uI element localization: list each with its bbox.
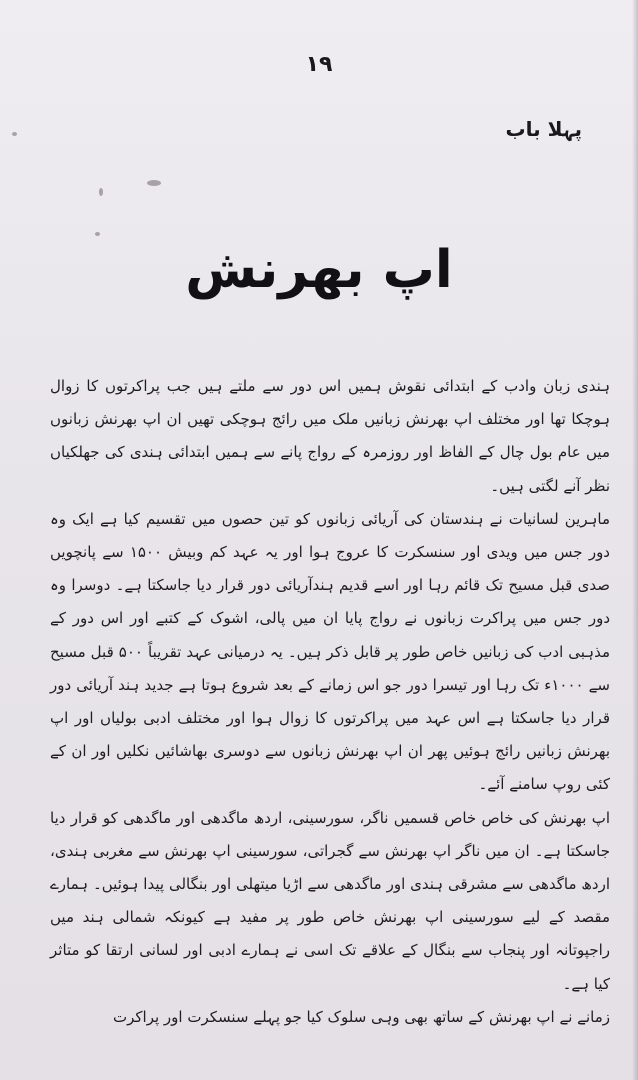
page-number: ۱۹ <box>305 52 333 77</box>
paper-speck <box>12 132 17 136</box>
chapter-title: اپ بھرنش <box>185 240 453 300</box>
paragraph: ہندی زبان وادب کے ابتدائی نقوش ہمیں اس دور سے ملتے ہیں جب پراکرتوں کا زوال ہوچکا تھا اور مختلف اپ بھرنش زبانیں ملک میں رائج ہوچکی تھیں ان اپ بھرنش زبانوں میں عام بول چال کے الفاظ اور روزمرہ کے رواج پانے سے ہمیں ابتدائی ہندی کی جھلکیاں نظر آنے لگتی ہیں۔ <box>50 377 610 495</box>
body-text <box>50 370 610 1034</box>
paper-speck <box>147 180 161 186</box>
paragraph: اپ بھرنش کی خاص خاص قسمیں ناگر، سورسینی، اردھ ماگدھی اور ماگدھی کو قرار دیا جاسکتا ہے۔ ان میں ناگر اپ بھرنش سے گجراتی، سورسینی اپ بھرنش سے مغربی ہندی، اردھ ماگدھی سے مشرقی ہندی اور ماگدھی سے اڑیا میتھلی اور بنگالی پیدا ہوئیں۔ ہمارے مقصد کے لیے سورسینی اپ بھرنش خاص طور پر مفید ہے کیونکہ شمالی ہند میں راجپوتانہ اور پنجاب سے بنگال کے علاقے تک اسی نے ہمارے ادبی اور لسانی ارتقا کو متاثر کیا ہے۔ <box>50 808 610 993</box>
page-edge-shadow <box>632 0 638 1080</box>
chapter-label: پہلا باب <box>505 117 582 141</box>
paper-speck <box>95 232 100 236</box>
paragraph: ماہرین لسانیات نے ہندستان کی آریائی زبانوں کو تین حصوں میں تقسیم کیا ہے ایک وہ دور جس میں ویدی اور سنسکرت کا عروج ہوا اور یہ عہد کم وبیش ۱۵۰۰ سے پانچویں صدی قبل مسیح تک قائم رہا اور اسے قدیم ہندآریائی دور قرار دیا جاسکتا ہے۔ دوسرا وہ دور جس میں پراکرت زبانوں نے رواج پایا ان میں پالی، اشوک کے کتبے اور اس دور کے مذہبی ادب کی زبانیں خاص طور پر قابل ذکر ہیں۔ یہ درمیانی عہد تقریباً ۵۰۰ قبل مسیح سے ۱۰۰۰ء تک رہا اور تیسرا دور جو اس زمانے کے بعد شروع ہوتا ہے جدید ہند آریائی دور قرار دیا جاسکتا ہے اس عہد میں پراکرتوں کا زوال ہوا اور مختلف ادبی بولیاں اور اپ بھرنش زبانیں رائج ہوئیں پھر ان اپ بھرنش زبانوں سے دوسری بھاشائیں نکلیں اور ان کے کئی روپ سامنے آئے۔ <box>50 509 611 794</box>
paragraph: زمانے نے اپ بھرنش کے ساتھ بھی وہی سلوک کیا جو پہلے سنسکرت اور پراکرت <box>113 1007 610 1026</box>
paper-speck <box>99 188 103 196</box>
